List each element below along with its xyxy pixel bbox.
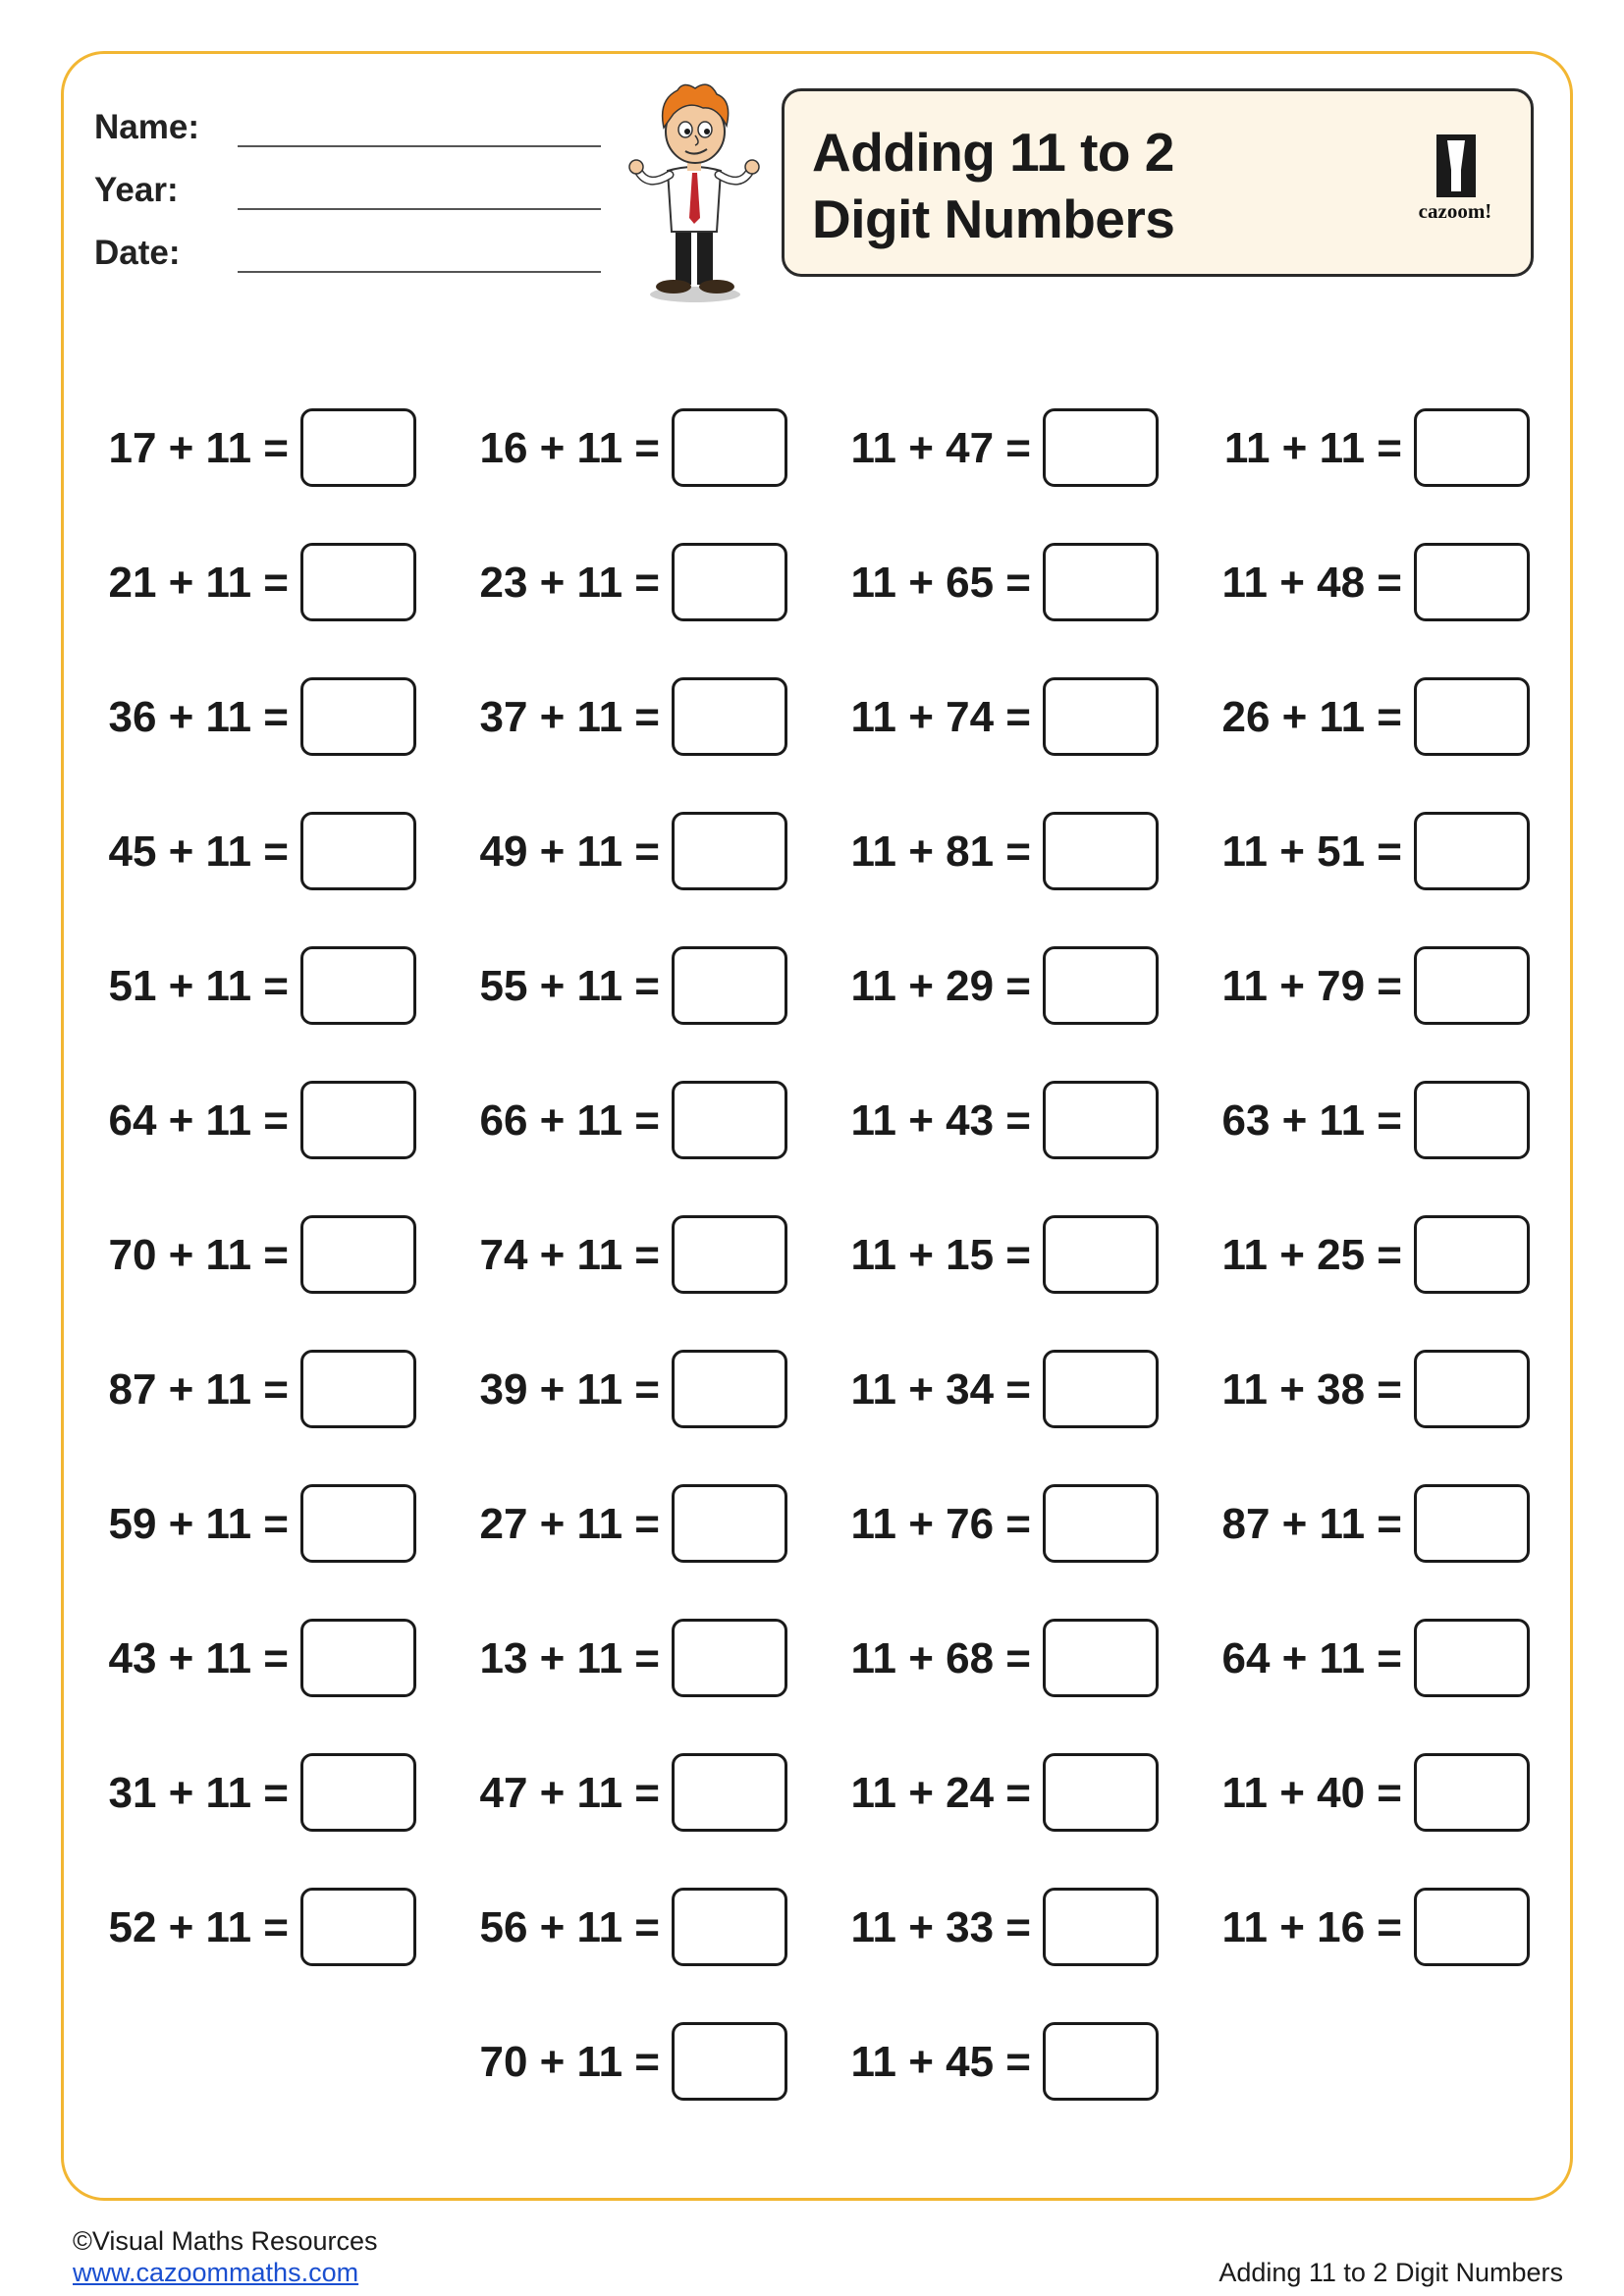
problem-expression: 11 + 33 = — [850, 1903, 1031, 1951]
problem-item — [835, 677, 1159, 756]
answer-box[interactable] — [1414, 1888, 1530, 1966]
problem-item — [463, 1619, 787, 1697]
answer-box[interactable] — [672, 1484, 787, 1563]
problem-item — [835, 812, 1159, 890]
answer-box[interactable] — [1414, 677, 1530, 756]
answer-box[interactable] — [1414, 1081, 1530, 1159]
answer-box[interactable] — [1043, 946, 1159, 1025]
answer-box[interactable] — [1043, 812, 1159, 890]
problem-expression: 11 + 79 = — [1221, 962, 1402, 1010]
answer-box[interactable] — [300, 812, 416, 890]
problem-item — [463, 408, 787, 487]
title-line-1: Adding 11 to 2 — [812, 122, 1174, 183]
problem-expression: 51 + 11 = — [108, 962, 289, 1010]
problem-item — [1206, 543, 1530, 621]
problem-item — [463, 946, 787, 1025]
problem-item — [835, 1888, 1159, 1966]
problem-item — [835, 543, 1159, 621]
answer-box[interactable] — [300, 543, 416, 621]
problem-expression: 11 + 38 = — [1221, 1365, 1402, 1414]
answer-box[interactable] — [300, 1619, 416, 1697]
answer-box[interactable] — [672, 543, 787, 621]
problem-item — [1206, 812, 1530, 890]
problem-expression: 11 + 24 = — [850, 1769, 1031, 1817]
answer-box[interactable] — [672, 1081, 787, 1159]
problem-expression: 11 + 16 = — [1221, 1903, 1402, 1951]
answer-box[interactable] — [1414, 1619, 1530, 1697]
problem-expression: 64 + 11 = — [1221, 1634, 1402, 1682]
problem-expression: 11 + 65 = — [850, 559, 1031, 607]
answer-box[interactable] — [1414, 1215, 1530, 1294]
problem-item — [835, 946, 1159, 1025]
problem-item — [92, 1215, 416, 1294]
answer-box[interactable] — [300, 1753, 416, 1832]
problem-item — [463, 1484, 787, 1563]
problem-item — [463, 1215, 787, 1294]
problem-item — [1206, 408, 1530, 487]
problem-expression: 21 + 11 = — [108, 559, 289, 607]
problem-expression: 11 + 68 = — [850, 1634, 1031, 1682]
footer-website-link[interactable]: www.cazoommaths.com — [73, 2258, 359, 2287]
problem-expression: 39 + 11 = — [479, 1365, 660, 1414]
problem-expression: 13 + 11 = — [479, 1634, 660, 1682]
answer-box[interactable] — [672, 677, 787, 756]
answer-box[interactable] — [1414, 946, 1530, 1025]
problem-expression: 11 + 47 = — [850, 424, 1031, 472]
problem-expression: 11 + 15 = — [850, 1231, 1031, 1279]
footer-worksheet-title: Adding 11 to 2 Digit Numbers — [1218, 2258, 1563, 2287]
logo-text: cazoom! — [1418, 199, 1492, 223]
problem-item — [463, 677, 787, 756]
problem-item — [92, 677, 416, 756]
problem-expression: 11 + 40 = — [1221, 1769, 1402, 1817]
problem-expression: 64 + 11 = — [108, 1096, 289, 1145]
problem-expression: 11 + 48 = — [1221, 559, 1402, 607]
answer-box[interactable] — [1414, 543, 1530, 621]
date-label: Date: — [94, 234, 181, 272]
problem-item — [463, 1081, 787, 1159]
answer-box[interactable] — [672, 1888, 787, 1966]
problem-item — [92, 1888, 416, 1966]
problem-item — [835, 1350, 1159, 1428]
answer-box[interactable] — [1043, 2022, 1159, 2101]
problem-item — [92, 543, 416, 621]
problem-expression: 87 + 11 = — [108, 1365, 289, 1414]
problem-expression: 16 + 11 = — [479, 424, 660, 472]
problem-item — [463, 543, 787, 621]
problem-expression: 11 + 76 = — [850, 1500, 1031, 1548]
problem-item — [1206, 1888, 1530, 1966]
problem-expression: 11 + 43 = — [850, 1096, 1031, 1145]
problem-expression: 17 + 11 = — [108, 424, 289, 472]
problem-item — [835, 408, 1159, 487]
problem-expression: 55 + 11 = — [479, 962, 660, 1010]
problem-expression: 11 + 81 = — [850, 828, 1031, 876]
answer-box[interactable] — [672, 812, 787, 890]
problem-expression: 11 + 34 = — [850, 1365, 1031, 1414]
problem-item — [463, 2022, 787, 2101]
answer-box[interactable] — [1043, 677, 1159, 756]
problem-expression: 59 + 11 = — [108, 1500, 289, 1548]
answer-box[interactable] — [1043, 543, 1159, 621]
problem-item — [92, 812, 416, 890]
problem-item — [92, 1350, 416, 1428]
year-label: Year: — [94, 171, 179, 209]
problem-expression: 11 + 11 = — [1223, 424, 1402, 472]
problem-item — [463, 1350, 787, 1428]
answer-box[interactable] — [1414, 1484, 1530, 1563]
problem-item — [835, 1215, 1159, 1294]
answer-box[interactable] — [1043, 1753, 1159, 1832]
problem-item — [463, 812, 787, 890]
problem-expression: 31 + 11 = — [108, 1769, 289, 1817]
problem-expression: 74 + 11 = — [479, 1231, 660, 1279]
problem-item — [1206, 1081, 1530, 1159]
answer-box[interactable] — [672, 1753, 787, 1832]
problem-item — [1206, 1619, 1530, 1697]
problem-expression: 11 + 45 = — [850, 2038, 1031, 2086]
problem-item — [92, 1753, 416, 1832]
problem-expression: 66 + 11 = — [479, 1096, 660, 1145]
answer-box[interactable] — [1414, 1350, 1530, 1428]
problem-item — [835, 2022, 1159, 2101]
answer-box[interactable] — [300, 1081, 416, 1159]
problem-expression: 70 + 11 = — [479, 2038, 660, 2086]
problem-item — [1206, 946, 1530, 1025]
answer-box[interactable] — [672, 1215, 787, 1294]
problem-expression: 45 + 11 = — [108, 828, 289, 876]
answer-box[interactable] — [1414, 408, 1530, 487]
answer-box[interactable] — [1043, 1619, 1159, 1697]
answer-box[interactable] — [300, 408, 416, 487]
answer-box[interactable] — [672, 946, 787, 1025]
problem-expression: 36 + 11 = — [108, 693, 289, 741]
answer-box[interactable] — [1414, 812, 1530, 890]
problem-item — [92, 1619, 416, 1697]
problem-expression: 37 + 11 = — [479, 693, 660, 741]
name-label: Name: — [94, 108, 199, 146]
problem-expression: 43 + 11 = — [108, 1634, 289, 1682]
problem-item — [92, 408, 416, 487]
answer-box[interactable] — [300, 677, 416, 756]
title-line-2: Digit Numbers — [812, 188, 1175, 249]
answer-box[interactable] — [300, 1350, 416, 1428]
answer-box[interactable] — [672, 2022, 787, 2101]
problem-expression: 63 + 11 = — [1221, 1096, 1402, 1145]
problem-expression: 56 + 11 = — [479, 1903, 660, 1951]
problem-expression: 26 + 11 = — [1221, 693, 1402, 741]
problem-item — [463, 1888, 787, 1966]
answer-box[interactable] — [1043, 1888, 1159, 1966]
problem-expression: 27 + 11 = — [479, 1500, 660, 1548]
answer-box[interactable] — [672, 1350, 787, 1428]
problem-expression: 52 + 11 = — [108, 1903, 289, 1951]
problem-item — [92, 1081, 416, 1159]
answer-box[interactable] — [1414, 1753, 1530, 1832]
problem-item — [1206, 1350, 1530, 1428]
problem-item — [92, 946, 416, 1025]
answer-box[interactable] — [1043, 408, 1159, 487]
footer-copyright: ©Visual Maths Resources — [73, 2226, 378, 2256]
answer-box[interactable] — [1043, 1484, 1159, 1563]
problem-item — [835, 1484, 1159, 1563]
answer-box[interactable] — [1043, 1081, 1159, 1159]
problem-item — [835, 1753, 1159, 1832]
answer-box[interactable] — [1043, 1350, 1159, 1428]
problem-item — [835, 1081, 1159, 1159]
problem-expression: 23 + 11 = — [479, 559, 660, 607]
problem-expression: 11 + 25 = — [1221, 1231, 1402, 1279]
problem-item — [463, 1753, 787, 1832]
problem-expression: 11 + 29 = — [850, 962, 1031, 1010]
answer-box[interactable] — [300, 946, 416, 1025]
answer-box[interactable] — [1043, 1215, 1159, 1294]
problem-item — [1206, 677, 1530, 756]
problem-expression: 70 + 11 = — [108, 1231, 289, 1279]
answer-box[interactable] — [672, 408, 787, 487]
problem-item — [1206, 1215, 1530, 1294]
problem-expression: 87 + 11 = — [1221, 1500, 1402, 1548]
problem-item — [1206, 1753, 1530, 1832]
problem-item — [92, 1484, 416, 1563]
problem-expression: 11 + 51 = — [1221, 828, 1402, 876]
answer-box[interactable] — [672, 1619, 787, 1697]
problem-expression: 11 + 74 = — [850, 693, 1031, 741]
answer-box[interactable] — [300, 1484, 416, 1563]
answer-box[interactable] — [300, 1215, 416, 1294]
problem-item — [1206, 1484, 1530, 1563]
problem-item — [835, 1619, 1159, 1697]
answer-box[interactable] — [300, 1888, 416, 1966]
problem-expression: 47 + 11 = — [479, 1769, 660, 1817]
problem-expression: 49 + 11 = — [479, 828, 660, 876]
